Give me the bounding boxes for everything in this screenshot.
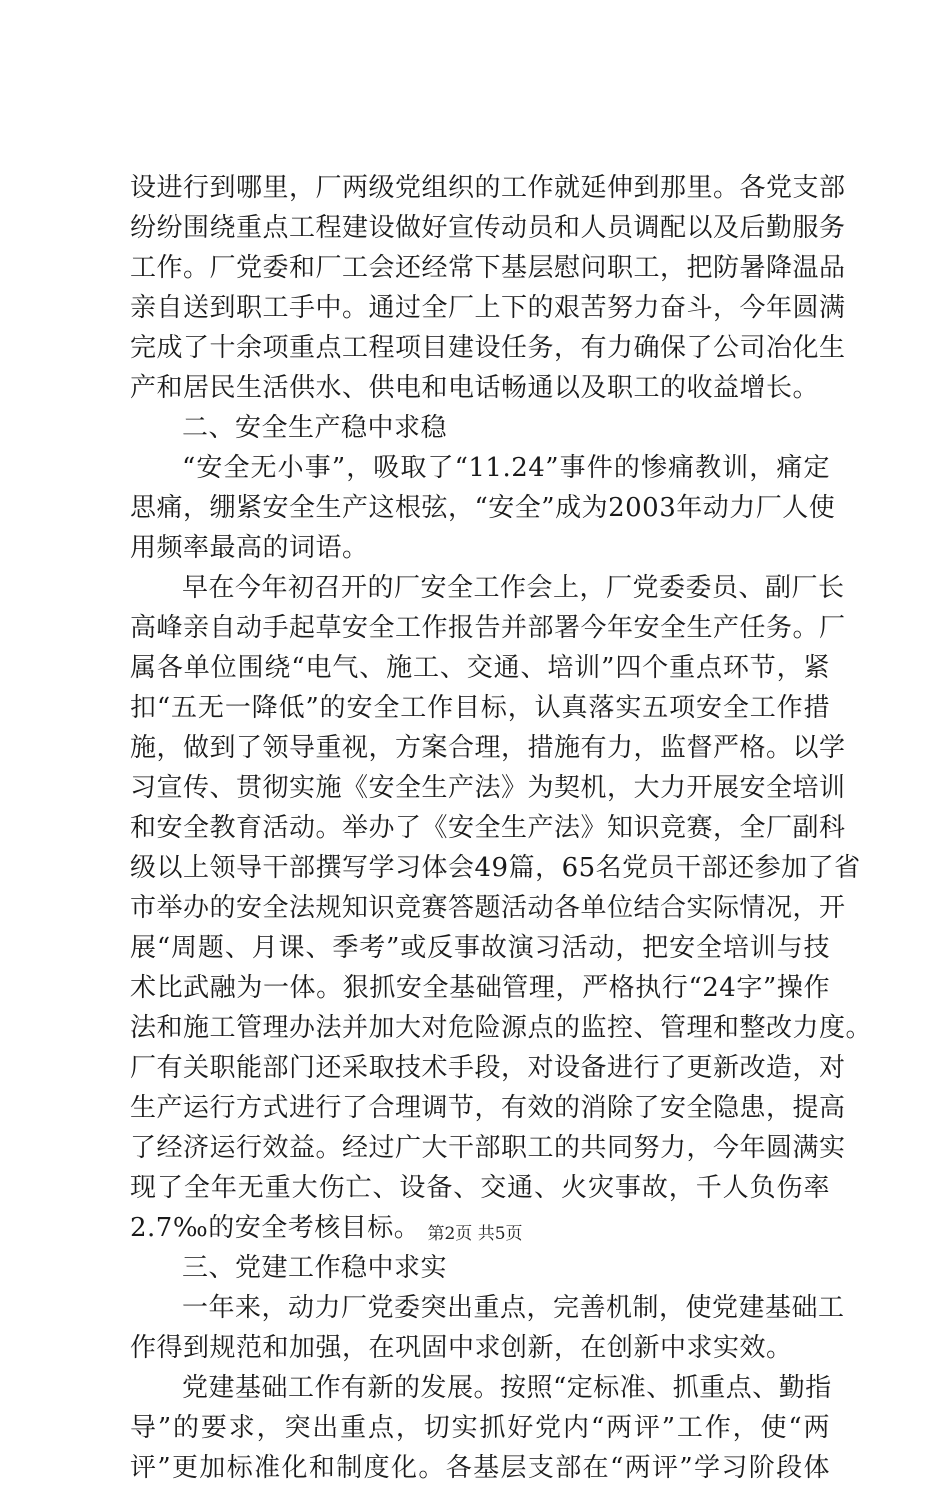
document-body <box>130 168 873 1488</box>
text-line: 施，做到了领导重视，方案合理，措施有力，监督严格。以学 <box>130 733 846 763</box>
text-line: 党建基础工作有新的发展。按照“定标准、抓重点、勤指 <box>182 1373 832 1403</box>
text-line: “安全无小事”，吸取了“11.24”事件的惨痛教训，痛定 <box>182 453 830 483</box>
text-line: 和安全教育活动。举办了《安全生产法》知识竞赛，全厂副科 <box>130 813 846 843</box>
body-paragraph <box>130 1288 845 1368</box>
text-line: 思痛，绷紧安全生产这根弦，“安全”成为2003年动力厂人使 <box>130 493 836 523</box>
text-line: 习宣传、贯彻实施《安全生产法》为契机，大力开展安全培训 <box>130 773 846 803</box>
text-line: 纷纷围绕重点工程建设做好宣传动员和人员调配以及后勤服务 <box>130 213 846 243</box>
text-line: 工作。厂党委和厂工会还经常下基层慰问职工，把防暑降温品 <box>130 253 846 283</box>
text-line: 级以上领导干部撰写学习体会49篇，65名党员干部还参加了省 <box>130 853 861 883</box>
section-heading <box>130 408 830 448</box>
text-line: 用频率最高的词语。 <box>130 533 369 563</box>
text-line: 完成了十余项重点工程项目建设任务，有力确保了公司冶化生 <box>130 333 846 363</box>
text-line: 生产运行方式进行了合理调节，有效的消除了安全隐患，提高 <box>130 1093 846 1123</box>
text-line: 作得到规范和加强，在巩固中求创新，在创新中求实效。 <box>130 1333 793 1363</box>
text-line: 一年来，动力厂党委突出重点，完善机制，使党建基础工 <box>182 1293 845 1323</box>
text-line: 亲自送到职工手中。通过全厂上下的艰苦努力奋斗，今年圆满 <box>130 293 846 323</box>
body-paragraph <box>130 448 836 568</box>
text-line: 高峰亲自动手起草安全工作报告并部署今年安全生产任务。厂 <box>130 613 846 643</box>
text-line: 了经济运行效益。经过广大干部职工的共同努力，今年圆满实 <box>130 1133 846 1163</box>
text-line: 扣“五无一降低”的安全工作目标，认真落实五项安全工作措 <box>130 693 830 723</box>
text-line: 展“周题、月课、季考”或反事故演习活动，把安全培训与技 <box>130 933 830 963</box>
body-paragraph <box>130 1368 830 1488</box>
text-line: 二、安全生产稳中求稳 <box>182 413 448 443</box>
text-line: 市举办的安全法规知识竞赛答题活动各单位结合实际情况，开 <box>130 893 846 923</box>
text-line: 产和居民生活供水、供电和电话畅通以及职工的收益增长。 <box>130 373 820 403</box>
text-line: 属各单位围绕“电气、施工、交通、培训”四个重点环节，紧 <box>130 653 830 683</box>
page-footer: 第2页 共5页 <box>427 1224 523 1244</box>
text-line: 评”更加标准化和制度化。各基层支部在“两评”学习阶段体 <box>130 1453 830 1483</box>
text-line: 法和施工管理办法并加大对危险源点的监控、管理和整改力度。 <box>130 1013 873 1043</box>
body-paragraph <box>130 568 873 1248</box>
text-line: 设进行到哪里，厂两级党组织的工作就延伸到那里。各党支部 <box>130 173 846 203</box>
text-line: 早在今年初召开的厂安全工作会上，厂党委委员、副厂长 <box>182 573 845 603</box>
text-line: 2.7‰的安全考核目标。 <box>130 1213 421 1243</box>
text-line: 三、党建工作稳中求实 <box>182 1253 448 1283</box>
text-line: 导”的要求，突出重点，切实抓好党内“两评”工作，使“两 <box>130 1413 830 1443</box>
body-paragraph <box>130 168 846 408</box>
text-line: 现了全年无重大伤亡、设备、交通、火灾事故，千人负伤率 <box>130 1173 830 1203</box>
text-line: 厂有关职能部门还采取技术手段，对设备进行了更新改造，对 <box>130 1053 846 1083</box>
section-heading <box>130 1248 830 1288</box>
text-line: 术比武融为一体。狠抓安全基础管理，严格执行“24字”操作 <box>130 973 830 1003</box>
